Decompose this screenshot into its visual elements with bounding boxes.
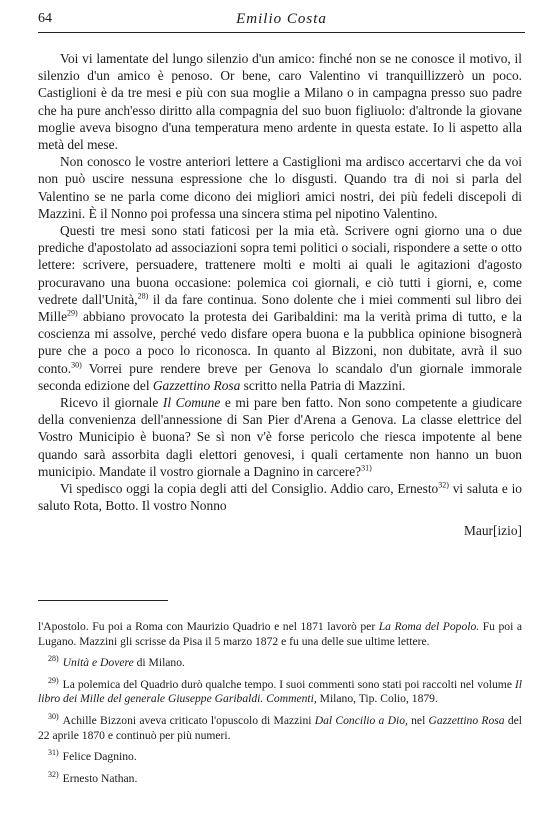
footnote-30: $^{30)}$ Achille Bizzoni aveva criticato l'opuscolo di Mazzini Dal Concilio a Dio, nel Gazzettino Rosa del 22 aprile 1870 e continuò per più numeri. [38, 712, 522, 742]
page-number: 64 [38, 11, 52, 26]
footnote-ref-30: 30) [71, 360, 82, 370]
footnote-28: $^{28)}$ Unità e Dovere di Milano. [48, 654, 185, 670]
paragraph-3: Questi tre mesi sono stati faticosi per la mia età. Scrivere ogni giorno una o due prediche d'apostolato ad associazioni sopra temi politici o sociali, rispondere a sette o otto lettere: scrivere, persuadere, trattenere molti e molti ai quali le agitazioni d'agosto procuravano una buona occasione: polemica coi giornali, e ciò tutti i giorni, e, come vedrete dall'Unità,$^{28)}$ il da fare continua. Sono dolente che i miei commenti sul libro dei Mille$^{29)}$ abbiano provocato la protesta dei Garibaldini: ma la verità prima di tutto, e la coscienza mi assolve, perché vedo disfare opera buona e la pubblica opinione bisognerà pure che a poco a poco lo riconosca. In quanto al Bizzoni, non dubitate, avrà il suo conto.$^{30)}$ Vorrei pure rendere breve per Genova lo scandalo d'un giornale immorale seconda edizione del Gazzettino Rosa scritto nella Patria di Mazzini. [38, 223, 522, 393]
footnotes [38, 620, 522, 793]
paragraph-1: Voi vi lamentate del lungo silenzio d'un amico: finché non se ne conosce il motivo, il silenzio d'un amico è penoso. Or bene, caro Valentino vi tranquillizzerò un poco. Castiglioni è da tre mesi e più con sua moglie a Milano o in campagna presso suo padre che ha pure anch'esso diritto alla compagnia del suo buon figliuolo: d'altronde la giovane moglie aveva bisogno d'una temperatura meno ardente in questa estate. Io li aspetto alla metà del mese. [38, 51, 522, 153]
signature: Maur[izio] [463, 523, 522, 539]
footnote-29: $^{29)}$ La polemica del Quadrio durò qualche tempo. I suoi commenti sono stati poi raccolti nel volume Il libro dei Mille del generale Giuseppe Garibaldi. Commenti, Milano, Tip. Colio, 1879. [38, 675, 522, 706]
running-title: Emilio Costa [236, 11, 327, 27]
footnote-ref-32: 32) [438, 480, 449, 490]
footnote-ref-31: 31) [361, 463, 372, 473]
letter-body [38, 50, 522, 540]
footnote-divider [38, 600, 168, 601]
footnote-ref-29: 29) [67, 308, 78, 318]
paragraph-5: Vi spedisco oggi la copia degli atti del Consiglio. Addio caro, Ernesto$^{32)}$ vi saluta e io saluto Rota, Botto. Il vostro Nonno [38, 480, 522, 514]
paragraph-4: Ricevo il giornale Il Comune e mi pare ben fatto. Non sono competente a giudicare della convenienza dell'annessione di San Pier d'Arena a Genova. La classe elettrice del Vostro Municipio è buona? Se sì non v'è forse pericolo che riesca impotente al bene quando sarà assorbita dagli elettori genovesi, i quali certamente non hanno un buon municipio. Mandate il vostro giornale a Dagnino in carcere?$^{31)}$ [38, 395, 522, 479]
page-header [38, 10, 525, 33]
paragraph-2: Non conosco le vostre anteriori lettere a Castiglioni ma ardisco accertarvi che da voi non può uscire nessuna espressione che lo disgusti. Quando tra di noi si parla del Valentino se ne parla come dicono dei migliori amici nostri, dei più fedeli discepoli di Mazzini. È il Nonno poi professa una sincera stima pel nipotino Valentino. [38, 154, 522, 221]
footnote-31: $^{31)}$ Felice Dagnino. [48, 748, 137, 764]
newspaper-title: Gazzettino Rosa [152, 377, 241, 393]
footnote-32: $^{32)}$ Ernesto Nathan. [48, 769, 138, 785]
footnote-ref-28: 28) [137, 291, 149, 301]
newspaper-title: Il Comune [162, 395, 221, 411]
footnote-continuation: l'Apostolo. Fu poi a Roma con Maurizio Quadrio e nel 1871 lavorò per La Roma del Popolo. Fu poi a Lugano. Mazzini gli scrisse da Pisa il 5 marzo 1872 e fu una delle sue ultime lettere. [38, 620, 522, 648]
